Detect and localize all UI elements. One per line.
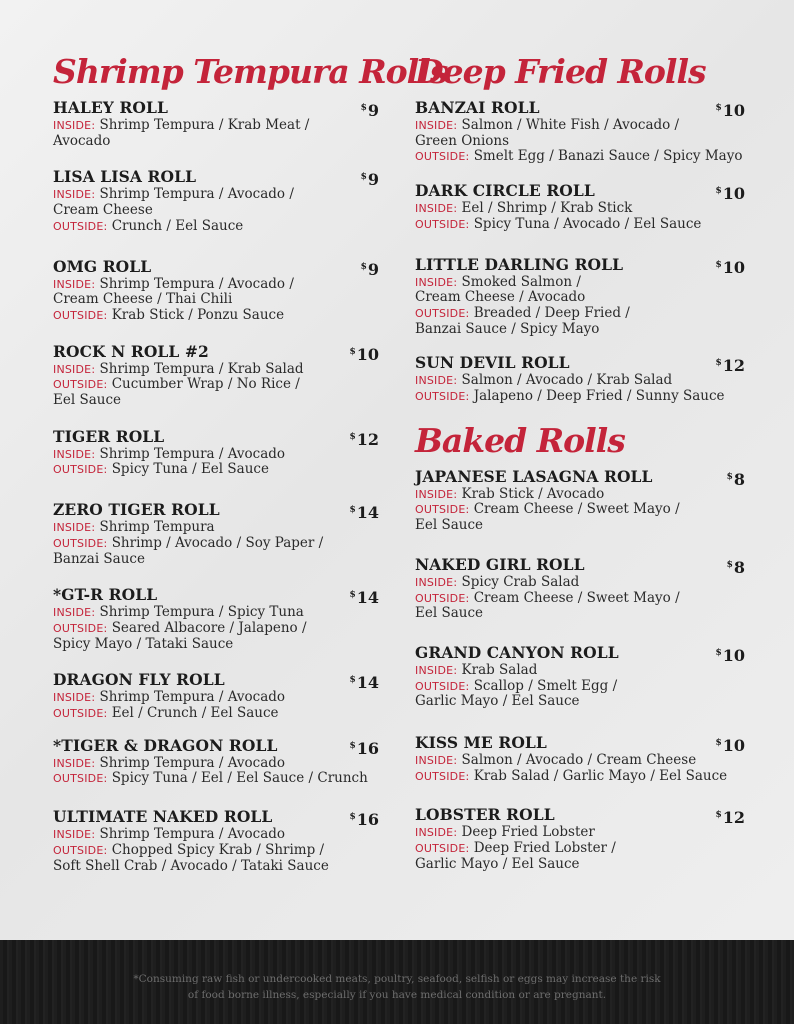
currency-symbol: $ (715, 259, 722, 270)
price-value: 14 (356, 673, 379, 693)
price-value: 9 (367, 170, 379, 190)
menu-item-naked-girl-roll (415, 555, 745, 622)
menu-item-header (53, 98, 379, 118)
item-name: ZERO TIGER ROLL (53, 500, 220, 520)
ingredient-text: Salmon / White Fish / Avocado / (461, 117, 680, 133)
ingredient-text: Shrimp Tempura / Avocado (99, 754, 286, 771)
ingredient-text: Krab Salad / Garlic Mayo / Eel Sauce (473, 767, 728, 784)
item-price (727, 467, 745, 490)
ingredient-line (415, 518, 745, 534)
outside-label: OUTSIDE: (53, 219, 108, 233)
inside-label: INSIDE: (415, 754, 458, 768)
ingredient-line (415, 663, 745, 679)
item-price (715, 805, 745, 828)
item-name: DARK CIRCLE ROLL (415, 181, 595, 201)
deep-fried-list (415, 98, 745, 405)
ingredient-text: Shrimp Tempura / Avocado / (99, 186, 294, 203)
outside-label: OUTSIDE: (53, 772, 108, 786)
price-value: 10 (356, 344, 379, 364)
ingredient-text: Cream Cheese / Sweet Mayo / (473, 501, 680, 518)
menu-item-grand-canyon-roll (415, 643, 745, 710)
outside-label: OUTSIDE: (415, 150, 470, 164)
currency-symbol: $ (715, 738, 722, 749)
menu-item-tiger-roll (53, 427, 379, 478)
menu-item-lisa-lisa-roll (53, 167, 379, 234)
menu-item-header (53, 342, 379, 362)
menu-item-header (415, 805, 745, 828)
item-name: NAKED GIRL ROLL (415, 554, 585, 574)
menu-item-kiss-me-roll (415, 733, 745, 784)
menu-item-haley-roll (53, 98, 379, 149)
ingredient-line (415, 502, 745, 518)
price-value: 10 (722, 736, 745, 756)
item-name: ROCK N ROLL #2 (53, 341, 209, 361)
ingredient-line (53, 292, 379, 308)
menu-item-header (53, 257, 379, 277)
item-name: *GT-R ROLL (53, 585, 158, 605)
ingredient-line (415, 694, 745, 710)
price-value: 9 (367, 101, 379, 120)
ingredient-line (53, 308, 379, 324)
inside-label: INSIDE: (415, 575, 458, 589)
item-name: SUN DEVIL ROLL (415, 353, 570, 373)
ingredient-text: Garlic Mayo / Eel Sauce (415, 693, 580, 710)
item-name: LITTLE DARLING ROLL (415, 254, 624, 274)
deep-fried-column (415, 50, 745, 873)
ingredient-line (53, 118, 379, 134)
ingredient-text: Shrimp Tempura / Avocado / (99, 275, 294, 292)
ingredient-line (415, 769, 745, 785)
price-value: 12 (356, 429, 379, 449)
item-name: JAPANESE LASAGNA ROLL (415, 466, 653, 486)
currency-symbol: $ (726, 471, 733, 482)
inside-label: INSIDE: (415, 374, 458, 388)
ingredient-text: Shrimp Tempura / Spicy Tuna (99, 604, 304, 621)
menu-item-header (53, 807, 379, 830)
item-name: HALEY ROLL (53, 98, 169, 117)
inside-label: INSIDE: (415, 663, 458, 677)
ingredient-text: Salmon / Avocado / Krab Salad (461, 372, 673, 389)
menu-item-omg-roll (53, 257, 379, 324)
price-value: 8 (733, 557, 745, 577)
currency-symbol: $ (715, 358, 722, 369)
ingredient-line (415, 841, 745, 857)
ingredient-text: Eel Sauce (415, 517, 483, 534)
currency-symbol: $ (715, 186, 722, 197)
ingredient-text: Smoked Salmon / (461, 273, 581, 290)
ingredient-text: Shrimp Tempura (99, 519, 215, 536)
price-value: 14 (356, 588, 379, 608)
item-name: LISA LISA ROLL (53, 167, 197, 187)
ingredient-line (415, 679, 745, 695)
ingredient-line (415, 118, 745, 134)
price-value: 10 (722, 184, 745, 204)
baked-list (415, 467, 745, 873)
currency-symbol: $ (349, 346, 356, 357)
menu-item-header (53, 167, 379, 190)
ingredient-line (53, 706, 379, 722)
menu-item-header (415, 98, 745, 118)
currency-symbol: $ (349, 740, 356, 751)
outside-label: OUTSIDE: (53, 536, 108, 550)
inside-label: INSIDE: (415, 119, 458, 132)
price-value: 10 (722, 101, 745, 120)
item-name: DRAGON FLY ROLL (53, 670, 225, 690)
menu-item-header (415, 733, 745, 756)
price-value: 10 (722, 645, 745, 665)
currency-symbol: $ (349, 431, 356, 442)
currency-symbol: $ (726, 559, 733, 570)
ingredient-text: Garlic Mayo / Eel Sauce (415, 855, 580, 872)
item-price (715, 353, 745, 376)
ingredient-text: Breaded / Deep Fried / (473, 304, 630, 321)
menu-item-little-darling-roll (415, 255, 745, 338)
footer-disclaimer-line-2: of food borne illness, especially if you have medical condition or are pregnant. (187, 988, 607, 1001)
menu-item-lobster-roll (415, 805, 745, 872)
menu-item-header (53, 500, 379, 523)
ingredient-text: Deep Fried Lobster / (473, 840, 616, 857)
price-value: 16 (356, 810, 379, 830)
ingredient-line (53, 756, 379, 772)
ingredient-line (415, 149, 745, 165)
menu-item-header (415, 255, 745, 275)
ingredient-line (415, 591, 745, 607)
outside-label: OUTSIDE: (415, 769, 470, 783)
item-name: BANZAI ROLL (415, 98, 540, 117)
ingredient-text: Avocado (53, 132, 111, 149)
currency-symbol: $ (715, 647, 722, 658)
item-price (715, 643, 745, 666)
item-price (349, 807, 379, 830)
ingredient-line (53, 362, 379, 378)
inside-label: INSIDE: (415, 275, 458, 289)
ingredient-text: Cream Cheese / Avocado (415, 289, 586, 306)
ingredient-text: Eel / Crunch / Eel Sauce (111, 705, 279, 722)
ingredient-text: Cream Cheese / Thai Chili (53, 291, 233, 308)
menu-item-header (415, 643, 745, 663)
currency-symbol: $ (360, 261, 367, 272)
ingredient-text: Shrimp Tempura / Krab Salad (99, 360, 304, 377)
ingredient-line (415, 322, 745, 338)
menu-item-header (53, 670, 379, 693)
ingredient-text: Spicy Tuna / Avocado / Eel Sauce (473, 215, 702, 232)
item-name: TIGER ROLL (53, 426, 165, 446)
outside-label: OUTSIDE: (415, 390, 470, 404)
item-price (361, 98, 379, 121)
item-price (349, 585, 379, 608)
outside-label: OUTSIDE: (53, 463, 108, 477)
ingredient-text: Shrimp Tempura / Avocado (99, 826, 286, 843)
ingredient-text: Deep Fried Lobster (461, 824, 595, 841)
ingredient-line (53, 843, 379, 859)
ingredient-text: Banzai Sauce (53, 550, 145, 567)
ingredient-text: Shrimp / Avocado / Soy Paper / (111, 534, 324, 551)
item-price (361, 257, 379, 280)
section-title-baked: Baked Rolls (415, 420, 625, 460)
ingredient-text: Scallop / Smelt Egg / (473, 677, 618, 694)
ingredient-line (53, 771, 379, 787)
ingredient-line (53, 203, 379, 219)
item-price (727, 555, 745, 578)
ingredient-line (415, 487, 745, 503)
outside-label: OUTSIDE: (53, 621, 108, 635)
menu-item-ultimate-naked-roll (53, 807, 379, 874)
ingredient-line (53, 827, 379, 843)
ingredient-text: Green Onions (415, 132, 510, 149)
ingredient-line (415, 753, 745, 769)
menu-item-japanese-lasagna-roll (415, 467, 745, 534)
outside-label: OUTSIDE: (415, 679, 470, 693)
currency-symbol: $ (715, 810, 722, 821)
footer-disclaimer-line-1: *Consuming raw fish or undercooked meats, poultry, seafood, selfish or eggs may increase the risk (133, 973, 661, 985)
ingredient-text: Krab Stick / Ponzu Sauce (111, 306, 285, 323)
outside-label: OUTSIDE: (415, 842, 470, 856)
price-value: 9 (367, 259, 379, 279)
item-price (715, 181, 745, 204)
shrimp-tempura-column (53, 50, 448, 874)
ingredient-text: Cream Cheese (53, 202, 153, 219)
currency-symbol: $ (360, 172, 367, 183)
inside-label: INSIDE: (415, 202, 458, 216)
currency-symbol: $ (349, 590, 356, 601)
ingredient-text: Spicy Tuna / Eel / Eel Sauce / Crunch (111, 770, 368, 787)
menu-item-header (415, 181, 745, 204)
menu-item-gt-r-roll (53, 585, 379, 652)
inside-label: INSIDE: (53, 691, 96, 705)
ingredient-line (53, 605, 379, 621)
ingredient-text: Seared Albacore / Jalapeno / (111, 619, 307, 636)
currency-symbol: $ (349, 675, 356, 686)
ingredient-text: Shrimp Tempura / Avocado (99, 689, 286, 706)
ingredient-line (415, 825, 745, 841)
menu-item-rock-n-roll-2 (53, 342, 379, 409)
item-name: LOBSTER ROLL (415, 805, 555, 825)
section-title-deep-fried: Deep Fried Rolls (415, 52, 706, 91)
outside-label: OUTSIDE: (53, 707, 108, 721)
price-value: 12 (722, 808, 745, 828)
outside-label: OUTSIDE: (53, 308, 108, 322)
ingredient-text: Smelt Egg / Banazi Sauce / Spicy Mayo (473, 148, 743, 165)
inside-label: INSIDE: (53, 277, 96, 291)
ingredient-text: Chopped Spicy Krab / Shrimp / (111, 841, 325, 858)
ingredient-text: Banzai Sauce / Spicy Mayo (415, 320, 600, 337)
outside-label: OUTSIDE: (53, 843, 108, 857)
menu-item-header (415, 555, 745, 575)
outside-label: OUTSIDE: (53, 378, 108, 392)
menu-item-zero-tiger-roll (53, 500, 379, 567)
ingredient-line (415, 373, 745, 389)
ingredient-line (53, 462, 379, 478)
price-value: 12 (722, 356, 745, 376)
item-price (715, 733, 745, 756)
menu-item-dark-circle-roll (415, 181, 745, 232)
item-name: KISS ME ROLL (415, 733, 547, 753)
item-price (349, 427, 379, 450)
ingredient-text: Krab Salad (461, 661, 538, 678)
ingredient-line (415, 575, 745, 591)
ingredient-line (415, 201, 745, 217)
currency-symbol: $ (349, 812, 356, 823)
outside-label: OUTSIDE: (415, 591, 470, 605)
currency-symbol: $ (360, 103, 367, 113)
currency-symbol: $ (349, 505, 356, 516)
ingredient-line (415, 857, 745, 873)
ingredient-line (53, 552, 379, 568)
ingredient-text: Eel Sauce (415, 605, 483, 622)
ingredient-text: Cucumber Wrap / No Rice / (111, 376, 300, 393)
ingredient-line (53, 621, 379, 637)
inside-label: INSIDE: (415, 826, 458, 840)
ingredient-line (415, 290, 745, 306)
menu-item-dragon-fly-roll (53, 670, 379, 721)
menu-item-header (415, 353, 745, 376)
ingredient-line (53, 859, 379, 875)
section-title-shrimp-tempura: Shrimp Tempura Rolls (53, 52, 448, 91)
item-price (361, 167, 379, 190)
item-price (715, 98, 745, 121)
ingredient-line (53, 134, 379, 150)
ingredient-line (53, 393, 379, 409)
price-value: 16 (356, 738, 379, 758)
item-name: ULTIMATE NAKED ROLL (53, 807, 273, 827)
inside-label: INSIDE: (415, 487, 458, 501)
inside-label: INSIDE: (53, 447, 96, 461)
currency-symbol: $ (715, 103, 722, 113)
ingredient-text: Cream Cheese / Sweet Mayo / (473, 589, 680, 606)
menu-item-header (53, 736, 379, 756)
ingredient-text: Salmon / Avocado / Cream Cheese (461, 752, 697, 769)
ingredient-text: Spicy Crab Salad (461, 573, 580, 590)
ingredient-line (53, 219, 379, 235)
item-name: OMG ROLL (53, 256, 152, 276)
ingredient-line (53, 520, 379, 536)
shrimp-tempura-list (53, 98, 379, 874)
ingredient-text: Shrimp Tempura / Avocado (99, 445, 286, 462)
ingredient-line (53, 637, 379, 653)
ingredient-line (415, 389, 745, 405)
ingredient-line (415, 217, 745, 233)
ingredient-line (53, 690, 379, 706)
ingredient-line (53, 447, 379, 463)
outside-label: OUTSIDE: (415, 217, 470, 231)
inside-label: INSIDE: (53, 606, 96, 620)
ingredient-line (415, 275, 745, 291)
inside-label: INSIDE: (53, 521, 96, 535)
inside-label: INSIDE: (53, 188, 96, 202)
item-name: GRAND CANYON ROLL (415, 642, 619, 662)
item-price (349, 342, 379, 365)
ingredient-text: Jalapeno / Deep Fried / Sunny Sauce (473, 388, 725, 405)
menu-item-header (415, 467, 745, 487)
ingredient-text: Eel Sauce (53, 392, 121, 409)
ingredient-line (53, 377, 379, 393)
inside-label: INSIDE: (53, 119, 96, 132)
price-value: 14 (356, 503, 379, 523)
item-price (349, 500, 379, 523)
outside-label: OUTSIDE: (415, 306, 470, 320)
ingredient-text: Shrimp Tempura / Krab Meat / (99, 117, 310, 133)
item-name: *TIGER & DRAGON ROLL (53, 735, 278, 755)
ingredient-text: Soft Shell Crab / Avocado / Tataki Sauce (53, 857, 329, 874)
item-price (349, 736, 379, 759)
ingredient-line (415, 306, 745, 322)
outside-label: OUTSIDE: (415, 503, 470, 517)
inside-label: INSIDE: (53, 362, 96, 376)
price-value: 8 (733, 469, 745, 489)
item-price (349, 670, 379, 693)
ingredient-text: Spicy Tuna / Eel Sauce (111, 461, 269, 478)
menu-item-header (53, 585, 379, 608)
price-value: 10 (722, 257, 745, 277)
ingredient-text: Spicy Mayo / Tataki Sauce (53, 635, 234, 652)
menu-item-sun-devil-roll (415, 353, 745, 404)
ingredient-line (415, 134, 745, 150)
inside-label: INSIDE: (53, 756, 96, 770)
footer-disclaimer (0, 972, 794, 1003)
ingredient-line (53, 277, 379, 293)
ingredient-text: Eel / Shrimp / Krab Stick (461, 200, 633, 217)
menu-item-banzai-roll (415, 98, 745, 165)
menu-item-header (53, 427, 379, 447)
ingredient-text: Crunch / Eel Sauce (111, 217, 244, 234)
ingredient-line (53, 536, 379, 552)
ingredient-line (415, 606, 745, 622)
ingredient-text: Krab Stick / Avocado (461, 485, 605, 502)
ingredient-line (53, 187, 379, 203)
inside-label: INSIDE: (53, 828, 96, 842)
menu-item-tiger-dragon-roll (53, 736, 379, 787)
item-price (715, 255, 745, 278)
